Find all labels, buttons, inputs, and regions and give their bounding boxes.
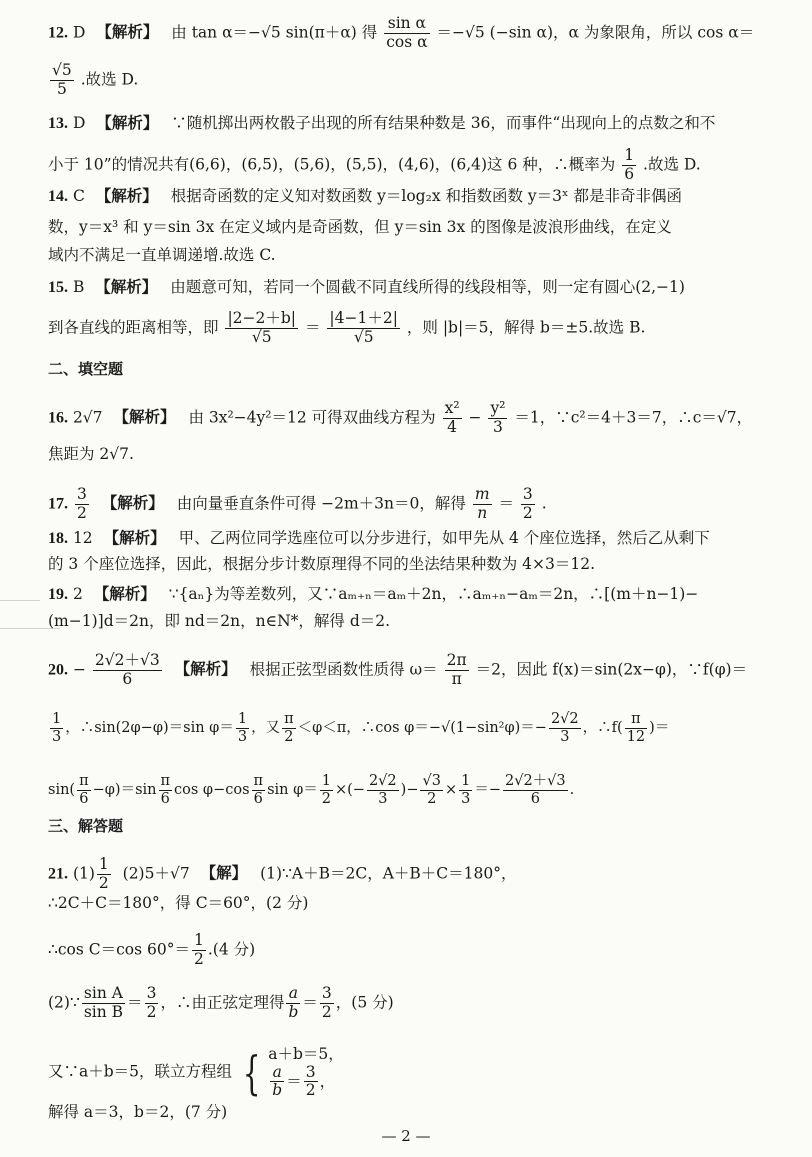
text: .(4 分) [207, 940, 256, 959]
text: (2)5＋√7 [122, 864, 190, 883]
text: (2)∵ [48, 993, 80, 1012]
question-number: 16. [48, 409, 68, 427]
text: 数，y＝x³ 和 y＝sin 3x 在定义域内是奇函数，但 y＝sin 3x 的图像是波浪形曲线，在定义 [48, 218, 672, 236]
fraction: $\frac{√5}{5}$ [52, 61, 72, 98]
analysis-tag: 【解析】 [93, 585, 156, 603]
fraction: $\frac{1}{2}$ [321, 773, 331, 807]
text: ，则 |b|＝5，解得 b＝±5.故选 B. [406, 318, 646, 337]
fraction: $\frac{2√2}{3}$ [550, 711, 579, 745]
question-number: 14. [48, 188, 68, 205]
scan-mark [0, 600, 40, 601]
question-number: 12. [48, 24, 68, 42]
text: 由题意可知，若同一个圆截不同直线所得的线段相等，则一定有圆心(2,−1) [170, 278, 685, 296]
text: 根据正弦型函数性质得 ω＝ [249, 660, 438, 679]
q13-line2 [48, 147, 701, 184]
analysis-tag: 【解析】 [113, 408, 176, 427]
text: ＝ [127, 993, 143, 1012]
q21-line5 [48, 1045, 344, 1100]
answer-value: 2√7 [72, 408, 103, 427]
text: ＝− [474, 782, 501, 799]
fraction: $\frac{1}{3}$ [461, 773, 471, 807]
fraction: $\frac{\text{sin α}}{\text{cos α}}$ [386, 14, 428, 51]
equation-1: a＋b＝5， [268, 1045, 344, 1063]
fraction: $\frac{\pi}{6}$ [253, 773, 264, 807]
text: 小于 10”的情况共有(6,6)，(6,5)，(5,6)，(5,5)，(4,6)，(6,4)这 6 种，∴概率为 [48, 155, 616, 174]
fraction: $\frac{m}{n}$ [474, 485, 490, 522]
text: .故选 D. [643, 155, 701, 174]
text: ＝ [654, 720, 670, 737]
q14-line2 [48, 216, 672, 238]
q14-line1 [48, 185, 682, 208]
fraction: $\frac{\pi}{12}$ [626, 711, 646, 745]
q16-line1 [48, 400, 752, 437]
q21-line3 [48, 932, 255, 969]
answer-fraction: $\frac{3}{2}$ [76, 485, 87, 522]
page-number: — 2 — [381, 1127, 431, 1145]
q20-line1 [48, 652, 747, 689]
text: 又∵a＋b＝5，联立方程组 [48, 1062, 233, 1081]
text: 焦距为 2√7. [48, 445, 134, 463]
text: )− [400, 782, 419, 799]
fraction: $\frac{\pi}{2}$ [284, 711, 294, 745]
solution-tag: 【解】 [200, 864, 248, 883]
answer-value: 12 [72, 529, 93, 547]
analysis-tag: 【解析】 [174, 660, 237, 679]
text: ∵{aₙ}为等差数列，又∵aₘ₊ₙ＝aₘ＋2n，∴aₘ₊ₙ−aₘ＝2n，∴[(m＋n−1)− [168, 585, 699, 603]
question-number: 17. [48, 495, 68, 513]
text: ，∴sin(2φ−φ)＝sin φ＝ [65, 720, 234, 737]
fraction: $\frac{2\pi}{\pi}$ [446, 651, 467, 688]
text: ，∴由正弦定理得 [160, 993, 285, 1012]
fraction: $\frac{\text{x²}}{4}$ [444, 399, 460, 436]
answer-fraction: $\frac{2√2+√3}{6}$ [94, 651, 160, 688]
q18-line1 [48, 527, 710, 550]
text: ，(5 分) [335, 993, 394, 1012]
analysis-tag: 【解析】 [96, 114, 159, 132]
question-number: 15. [48, 279, 68, 296]
text: −φ)＝sin [92, 782, 157, 799]
text: 域内不满足一直单调递增.故选 C. [48, 246, 276, 264]
answer-fraction: $\frac{1}{2}$ [98, 855, 109, 892]
text: ＝−√5 (−sin α)，α 为象限角，所以 cos α＝ [436, 23, 755, 42]
fraction: $\frac{|2-2+b|}{√5}$ [227, 309, 297, 346]
text: cos φ−cos [174, 782, 250, 799]
text: (1) [72, 864, 95, 883]
text: 由向量垂直条件可得 −2m＋3n＝0，解得 [176, 494, 466, 513]
answer-letter: B [72, 278, 85, 296]
text: 由 tan α＝−√5 sin(π＋α) 得 [171, 23, 378, 42]
text: ＝ [304, 318, 321, 337]
analysis-tag: 【解析】 [95, 187, 158, 205]
fraction: $\frac{1}{3}$ [52, 711, 62, 745]
answer-letter: D [72, 23, 86, 42]
text: ，∴f [582, 720, 618, 737]
fraction: $\frac{\pi}{6}$ [79, 773, 89, 807]
text: × [444, 782, 458, 799]
text: ＝2，因此 f(x)＝sin(2x−φ)，∵f(φ)＝ [475, 660, 748, 679]
fraction: $\frac{a}{b}$ [288, 984, 299, 1021]
fraction: $\frac{1}{6}$ [624, 146, 635, 183]
question-number: 13. [48, 115, 68, 132]
fraction: $\frac{3}{2}$ [146, 984, 157, 1021]
text: ×(− [334, 782, 365, 799]
q15-line1 [48, 276, 685, 299]
answer-letter: C [72, 187, 85, 205]
fraction: $\frac{2√2+√3}{6}$ [504, 773, 566, 807]
analysis-tag: 【解析】 [101, 494, 164, 513]
question-number: 19. [48, 586, 68, 603]
fraction: $\frac{√3}{2}$ [422, 773, 441, 807]
answer-letter: D [72, 114, 86, 132]
analysis-tag: 【解析】 [103, 529, 166, 547]
fraction: $\frac{2√2}{3}$ [368, 773, 397, 807]
text: 根据奇函数的定义知对数函数 y＝log₂x 和指数函数 y＝3ˣ 都是非奇非偶函 [170, 187, 683, 205]
text: ＝ [498, 494, 514, 513]
text: .故选 D. [80, 70, 139, 89]
equation-system [268, 1045, 344, 1100]
text: ∴2C＋C＝180°，得 C＝60°，(2 分) [48, 894, 309, 912]
text: . [569, 782, 575, 799]
q20-line2: $\frac{1}{3}$ ，∴sin(2φ−φ)＝sin φ＝ $\frac{1}{3}$ ，又 $\frac{\pi}{2}$ ＜φ＜π，∴cos φ＝−√(1−sin²φ)＝− $\frac{2√2}{3}$ ，∴f( $\frac{\pi}{12}$ )＝ [52, 711, 670, 745]
q21-line6 [48, 1101, 227, 1123]
q17-line1 [48, 486, 547, 523]
text: ，又 [251, 720, 281, 737]
question-number: 18. [48, 530, 68, 547]
answer-value: 2 [72, 585, 83, 603]
q21-line4 [48, 985, 394, 1022]
fraction: $\frac{\text{y²}}{3}$ [490, 399, 506, 436]
analysis-tag: 【解析】 [96, 23, 159, 42]
text: 的 3 个座位选择，因此，根据分步计数原理得不同的坐法结果种数为 4×3＝12. [48, 555, 596, 573]
q12-line2 [48, 62, 138, 99]
text: . [541, 494, 547, 513]
text: ＝ [302, 993, 318, 1012]
q21-line1 [48, 856, 517, 893]
fraction: $\frac{\text{sin A}}{\text{sin B}}$ [83, 984, 124, 1021]
text: 到各直线的距离相等，即 [48, 318, 219, 337]
equation-2: $\frac{a}{b}$ ＝ $\frac{3}{2}$ ， [272, 1062, 336, 1100]
fraction: $\frac{|4-1+2|}{√5}$ [329, 309, 398, 346]
question-number: 20. [48, 661, 68, 679]
text: 由 3x²−4y²＝12 可得双曲线方程为 [188, 408, 436, 427]
question-number: 21. [48, 865, 68, 883]
text: − [72, 660, 86, 679]
q13-line1 [48, 112, 715, 135]
text: ∴cos C＝cos 60°＝ [48, 940, 190, 959]
fraction: $\frac{1}{2}$ [193, 931, 204, 968]
text: 解得 a＝3，b＝2，(7 分) [48, 1103, 228, 1121]
q20-line3 [48, 773, 574, 807]
q16-line2 [48, 443, 134, 465]
text: − [468, 408, 482, 427]
fraction: $\frac{3}{2}$ [321, 984, 332, 1021]
text: sin( [48, 782, 76, 799]
q21-line2 [48, 892, 308, 914]
section-heading: 三、解答题 [48, 817, 124, 835]
text: ＜φ＜π，∴cos φ＝−√(1−sin²φ)＝− [297, 720, 547, 737]
section-heading: 二、填空题 [48, 360, 124, 378]
analysis-tag: 【解析】 [95, 278, 158, 296]
fraction: $\frac{1}{3}$ [237, 711, 248, 745]
text: sin φ＝ [267, 782, 318, 799]
fraction: $\frac{\pi}{6}$ [160, 773, 171, 807]
q14-line3 [48, 244, 276, 266]
text: ∵随机掷出两枚骰子出现的所有结果种数是 36，而事件“出现向上的点数之和不 [171, 114, 716, 132]
text: ＝1，∵c²＝4＋3＝7，∴c＝√7， [514, 408, 753, 427]
q15-line2 [48, 310, 645, 347]
q19-line1 [48, 583, 698, 606]
q18-line2 [48, 553, 595, 575]
fraction: $\frac{3}{2}$ [522, 485, 533, 522]
q12-line1 [48, 15, 754, 52]
text: (m−1)]d＝2n，即 nd＝2n，n∈N*，解得 d＝2. [48, 612, 391, 630]
text: (1)∵A＋B＝2C，A＋B＋C＝180°， [260, 864, 517, 883]
text: 甲、乙两位同学选座位可以分步进行，如甲先从 4 个座位选择，然后乙从剩下 [178, 529, 710, 547]
left-brace: { [242, 1045, 261, 1100]
q19-line2 [48, 610, 390, 632]
